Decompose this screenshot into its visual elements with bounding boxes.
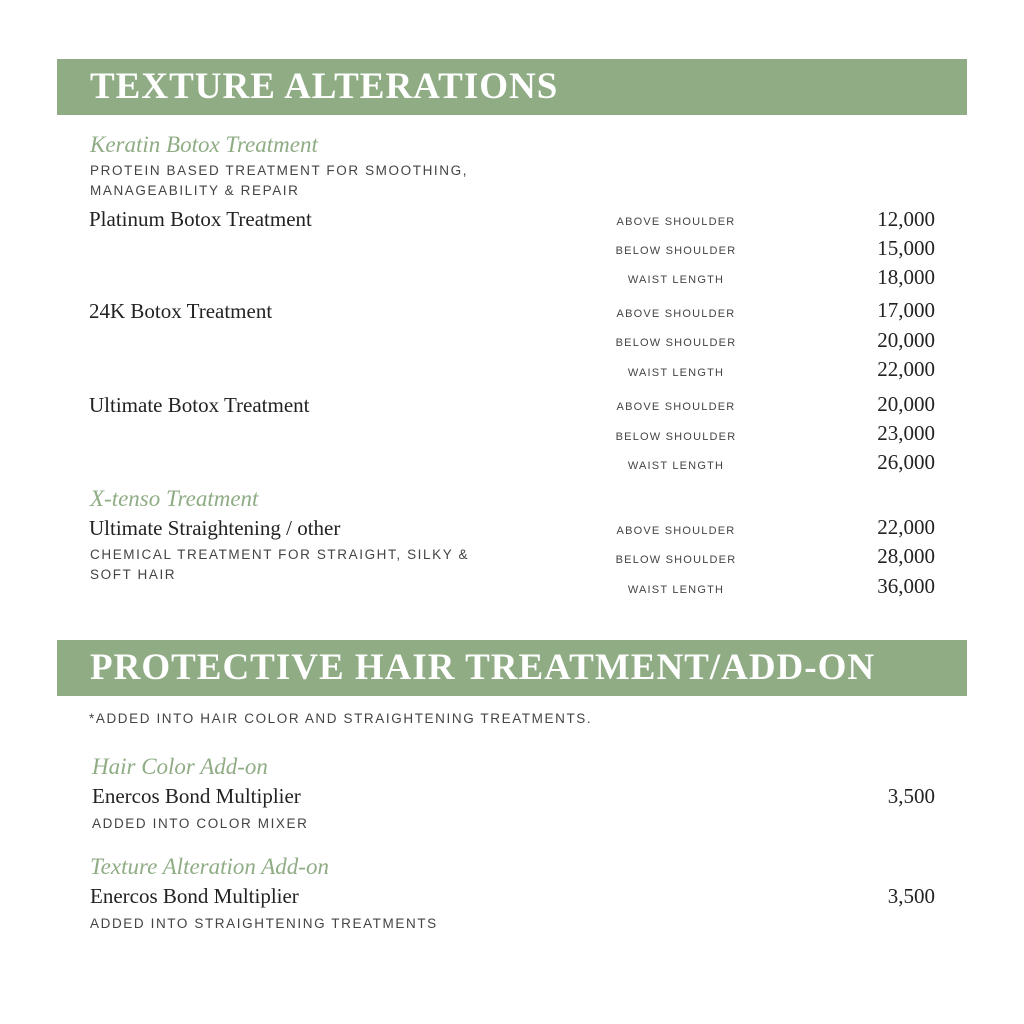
tier-label: BELOW SHOULDER: [615, 431, 737, 443]
price: 3,500: [887, 884, 935, 908]
section-note: *ADDED INTO HAIR COLOR AND STRAIGHTENING TREATMENTS.: [89, 711, 593, 726]
price: 20,000: [877, 392, 935, 416]
service-name-platinum-botox: Platinum Botox Treatment: [89, 207, 312, 231]
price: 12,000: [877, 207, 935, 231]
section-title: PROTECTIVE HAIR TREATMENT/ADD-ON: [90, 647, 876, 688]
section-title: TEXTURE ALTERATIONS: [90, 66, 559, 107]
tier-label: WAIST LENGTH: [627, 460, 725, 472]
section-banner-texture-alterations: [57, 59, 967, 115]
service-name-bond-multiplier-texture: Enercos Bond Multiplier: [90, 884, 299, 908]
service-name-bond-multiplier-color: Enercos Bond Multiplier: [92, 784, 301, 808]
tier-label: BELOW SHOULDER: [615, 554, 737, 566]
service-description-straightening: CHEMICAL TREATMENT FOR STRAIGHT, SILKY & SOFT HAIR: [90, 547, 470, 582]
category-title-xtenso: X-tenso Treatment: [90, 486, 259, 511]
service-description-straightening-addon: ADDED INTO STRAIGHTENING TREATMENTS: [90, 916, 438, 931]
section-banner-protective-treatment: [57, 640, 967, 696]
service-name-ultimate-straightening: Ultimate Straightening / other: [89, 516, 341, 540]
service-description-color-mixer: ADDED INTO COLOR MIXER: [92, 816, 309, 831]
category-description-keratin: PROTEIN BASED TREATMENT FOR SMOOTHING, MANAGEABILITY & REPAIR: [90, 163, 469, 198]
tier-label: WAIST LENGTH: [627, 367, 725, 379]
category-title-hair-color-addon: Hair Color Add-on: [92, 754, 268, 779]
price: 3,500: [887, 784, 935, 808]
tier-label: ABOVE SHOULDER: [616, 525, 736, 537]
price: 36,000: [877, 574, 935, 598]
tier-label: BELOW SHOULDER: [615, 337, 737, 349]
price: 22,000: [877, 357, 935, 381]
price: 20,000: [877, 328, 935, 352]
category-title-texture-addon: Texture Alteration Add-on: [90, 854, 329, 879]
service-name-24k-botox: 24K Botox Treatment: [89, 299, 273, 323]
tier-label: BELOW SHOULDER: [615, 245, 737, 257]
price: 15,000: [877, 236, 935, 260]
price: 28,000: [877, 544, 935, 568]
tier-label: WAIST LENGTH: [627, 584, 725, 596]
price: 18,000: [877, 265, 935, 289]
price: 26,000: [877, 450, 935, 474]
price: 17,000: [877, 298, 935, 322]
tier-label: ABOVE SHOULDER: [616, 401, 736, 413]
category-title-keratin: Keratin Botox Treatment: [90, 132, 318, 157]
price: 22,000: [877, 515, 935, 539]
tier-label: WAIST LENGTH: [627, 274, 725, 286]
price: 23,000: [877, 421, 935, 445]
tier-label: ABOVE SHOULDER: [616, 216, 736, 228]
tier-label: ABOVE SHOULDER: [616, 308, 736, 320]
service-name-ultimate-botox: Ultimate Botox Treatment: [89, 393, 310, 417]
